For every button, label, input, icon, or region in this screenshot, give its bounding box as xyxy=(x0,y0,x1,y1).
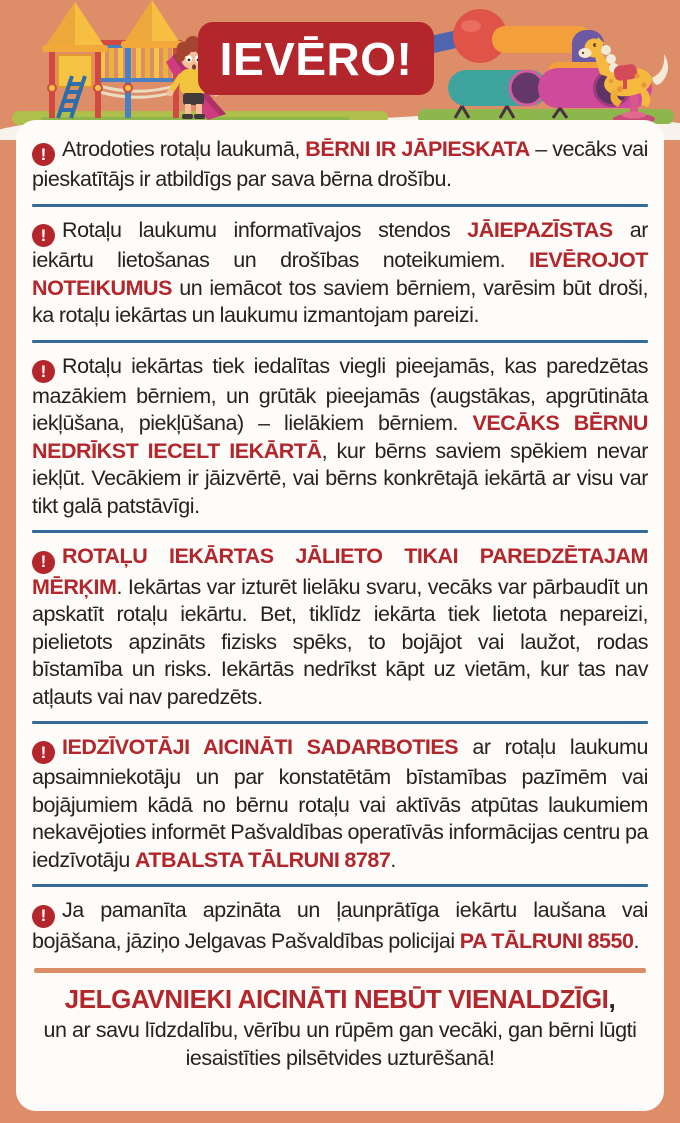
blue-divider xyxy=(32,204,648,207)
emphasis-text: BĒRNI IR JĀPIESKATA xyxy=(305,137,530,161)
footer-headline xyxy=(32,984,648,1015)
salmon-divider xyxy=(34,968,646,973)
blue-divider xyxy=(32,340,648,343)
notice-paragraph xyxy=(32,734,648,874)
emphasis-text: VECĀKS BĒRNU NEDRĪKST IECELT IEKĀRTĀ xyxy=(32,411,648,463)
body-text: ar rotaļu laukumu apsaimniekotāju un par konstatētām bīstamības pazīmēm vai bojājumiem kādā no bērnu rotaļu vai aktīvās atpūtas laukumiem nekavējoties informēt Pašvaldības operatīvās informācijas centru pa iedzīvotāju xyxy=(32,735,648,872)
body-text: Ja pamanīta apzināta un ļaunprātīga iekārtu laušana vai bojāšana, jāziņo Jelgavas Pašvaldības policijai xyxy=(32,898,648,953)
emphasis-text: PA TĀLRUNI 8550 xyxy=(459,928,634,953)
body-text: , kur bērns saviem spēkiem nevar iekļūt. Vecākiem ir jāizvērtē, vai bērns konkrētajā iekārtā ar visu var tikt galā patstāvīgi. xyxy=(32,438,649,518)
paragraph-list xyxy=(32,136,648,955)
notice-paragraph xyxy=(32,543,648,711)
body-text: un iemācot tos saviem bērniem, varēsim būt droši, ka rotaļu iekārtas un laukumu izmantojam pareizi. xyxy=(32,275,648,327)
emphasis-text: IEVĒROJOT NOTEIKUMUS xyxy=(32,248,648,300)
exclamation-icon: ! xyxy=(32,360,55,383)
footer-body-text: un ar savu līdzdalību, vērību un rūpēm gan vecāki, gan bērni lūgti iesaistīties pilsētvides uzturēšanā! xyxy=(43,1018,637,1070)
blue-divider xyxy=(32,884,648,887)
notice-banner xyxy=(198,22,434,95)
exclamation-icon: ! xyxy=(32,905,55,928)
exclamation-icon: ! xyxy=(32,143,55,166)
footer-appeal xyxy=(32,984,648,1072)
emphasis-text: JĀIEPAZĪSTAS xyxy=(467,217,613,242)
footer-headline-red: JELGAVNIEKI AICINĀTI NEBŪT VIENALDZĪGI xyxy=(64,984,609,1014)
body-text: . xyxy=(390,847,396,872)
body-text: Rotaļu iekārtas tiek iedalītas viegli pieejamās, kas paredzētas mazākiem bērniem, un grūtāk pieejamās (augstākas, apgrūtināta iekļūšana, piekļūšana) – lielākiem bērniem. xyxy=(32,353,648,436)
body-text: . xyxy=(633,928,640,953)
emphasis-text: ATBALSTA TĀLRUNI 8787 xyxy=(134,847,391,872)
blue-divider xyxy=(32,530,648,533)
notice-paragraph xyxy=(32,897,648,955)
emphasis-text: IEDZĪVOTĀJI AICINĀTI SADARBOTIES xyxy=(62,735,459,759)
notice-card xyxy=(16,120,664,1111)
body-text: ar iekārtu lietošanas un drošības noteikumiem. xyxy=(32,217,648,272)
notice-paragraph xyxy=(32,136,648,194)
body-text: . Iekārtas var izturēt lielāku svaru, vecāks var pārbaudīt un apskatīt rotaļu iekārtu. Bet, tiklīdz iekārta tiek lietota nepareizi, pielietots apzināts fizisks spēks, to bojājot vai laužot, rodas bīstamība un risks. Iekārtās nedrīkst kāpt uz vietām, kur tas nav atļauts vai nav paredzēts. xyxy=(32,574,648,709)
emphasis-text: ROTAĻU IEKĀRTAS JĀLIETO TIKAI PAREDZĒTAJAM MĒRĶIM xyxy=(32,544,648,599)
exclamation-icon: ! xyxy=(32,224,55,247)
banner-title: IEVĒRO! xyxy=(219,32,413,85)
blue-divider xyxy=(32,721,648,724)
notice-paragraph xyxy=(32,217,648,330)
exclamation-icon: ! xyxy=(32,741,55,764)
body-text: – vecāks vai pieskatītājs ir atbildīgs par sava bērna drošību. xyxy=(32,137,649,192)
exclamation-icon: ! xyxy=(32,551,55,574)
body-text: Rotaļu laukumu informatīvajos stendos xyxy=(62,217,468,242)
notice-paragraph xyxy=(32,353,648,521)
body-text: Atrodoties rotaļu laukumā, xyxy=(62,137,306,161)
footer-headline-comma: , xyxy=(608,984,616,1014)
